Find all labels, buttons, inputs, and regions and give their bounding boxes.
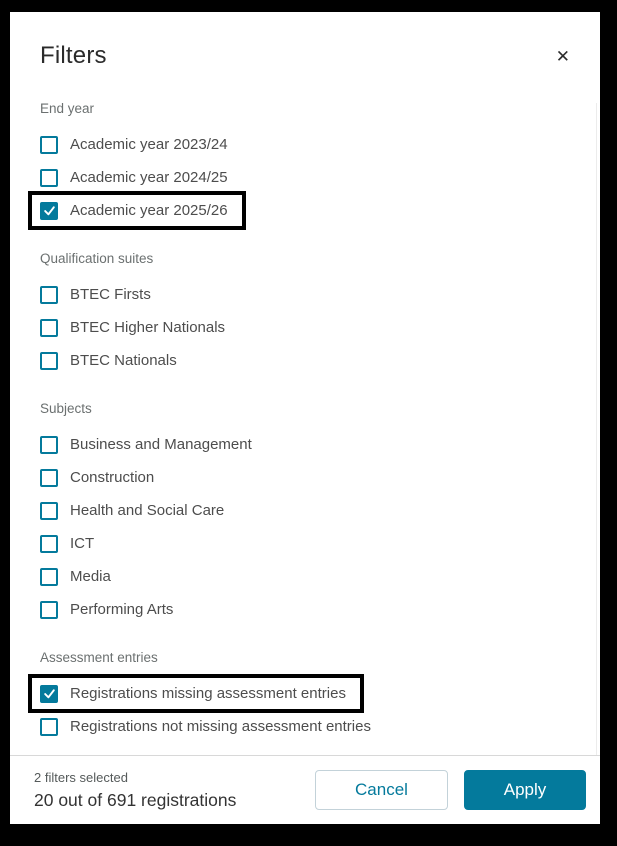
- filter-option-row-highlighted[interactable]: [28, 674, 364, 713]
- filter-option-row[interactable]: [40, 161, 570, 194]
- modal-header: [10, 12, 600, 85]
- checkbox[interactable]: [40, 601, 58, 619]
- cancel-button[interactable]: Cancel: [315, 770, 448, 810]
- filter-option-row[interactable]: [40, 428, 570, 461]
- filter-option-row[interactable]: [40, 710, 570, 743]
- checkbox[interactable]: [40, 469, 58, 487]
- checkbox-label[interactable]: Business and Management: [70, 436, 252, 453]
- checkbox-label[interactable]: Registrations missing assessment entries: [70, 685, 346, 702]
- filter-option-row[interactable]: [40, 344, 570, 377]
- filters-selected-count: 2 filters selected: [34, 769, 128, 785]
- filter-option-row[interactable]: [40, 527, 570, 560]
- checkbox[interactable]: [40, 136, 58, 154]
- checkbox-label[interactable]: BTEC Nationals: [70, 352, 177, 369]
- checkbox-label[interactable]: Performing Arts: [70, 601, 174, 618]
- checkbox-label[interactable]: ICT: [70, 535, 95, 552]
- filter-option-row[interactable]: [40, 494, 570, 527]
- checkbox[interactable]: [40, 169, 58, 187]
- section-label: Subjects: [40, 401, 92, 416]
- scrollbar-track[interactable]: [596, 103, 597, 755]
- checkbox-label[interactable]: Health and Social Care: [70, 502, 225, 519]
- section-rows: [40, 674, 570, 743]
- checkbox[interactable]: [40, 286, 58, 304]
- section-label: Qualification suites: [40, 251, 154, 266]
- filter-option-row[interactable]: [40, 311, 570, 344]
- checkmark-icon: [43, 204, 56, 217]
- checkbox-label[interactable]: BTEC Firsts: [70, 286, 151, 303]
- section-label: Assessment entries: [40, 650, 158, 665]
- checkbox-label[interactable]: Academic year 2025/26: [70, 202, 228, 219]
- filter-option-row[interactable]: [40, 278, 570, 311]
- checkbox-label[interactable]: Media: [70, 568, 111, 585]
- filter-option-row[interactable]: [40, 560, 570, 593]
- section-rows: [40, 428, 570, 626]
- checkbox[interactable]: [40, 352, 58, 370]
- close-icon: ✕: [555, 47, 570, 66]
- filter-section: [40, 251, 570, 377]
- filter-option-row[interactable]: [40, 128, 570, 161]
- checkbox[interactable]: [40, 202, 58, 220]
- filter-section: [40, 401, 570, 626]
- checkbox-label[interactable]: Academic year 2023/24: [70, 136, 228, 153]
- filter-sections: [10, 85, 600, 755]
- section-rows: [40, 278, 570, 377]
- close-button[interactable]: [554, 42, 572, 71]
- filter-option-row[interactable]: [40, 593, 570, 626]
- checkbox[interactable]: [40, 502, 58, 520]
- apply-button[interactable]: Apply: [464, 770, 586, 810]
- checkbox[interactable]: [40, 319, 58, 337]
- section-rows: [40, 128, 570, 230]
- filter-option-row[interactable]: [40, 461, 570, 494]
- checkbox-label[interactable]: BTEC Higher Nationals: [70, 319, 226, 336]
- checkbox[interactable]: [40, 718, 58, 736]
- filters-title: Filters: [40, 42, 107, 69]
- filters-modal: [10, 12, 600, 824]
- filter-section: [40, 101, 570, 230]
- checkbox[interactable]: [40, 535, 58, 553]
- checkbox[interactable]: [40, 685, 58, 703]
- checkbox-label[interactable]: Construction: [70, 469, 155, 486]
- filter-option-row-highlighted[interactable]: [28, 191, 246, 230]
- modal-footer: [10, 755, 600, 824]
- footer-summary: [34, 770, 315, 811]
- registrations-summary: 20 out of 691 registrations: [34, 789, 237, 810]
- filter-section: [40, 650, 570, 743]
- checkbox-label[interactable]: Registrations not missing assessment entries: [70, 718, 371, 735]
- checkbox[interactable]: [40, 568, 58, 586]
- checkbox[interactable]: [40, 436, 58, 454]
- checkmark-icon: [43, 687, 56, 700]
- checkbox-label[interactable]: Academic year 2024/25: [70, 169, 228, 186]
- section-label: End year: [40, 101, 95, 116]
